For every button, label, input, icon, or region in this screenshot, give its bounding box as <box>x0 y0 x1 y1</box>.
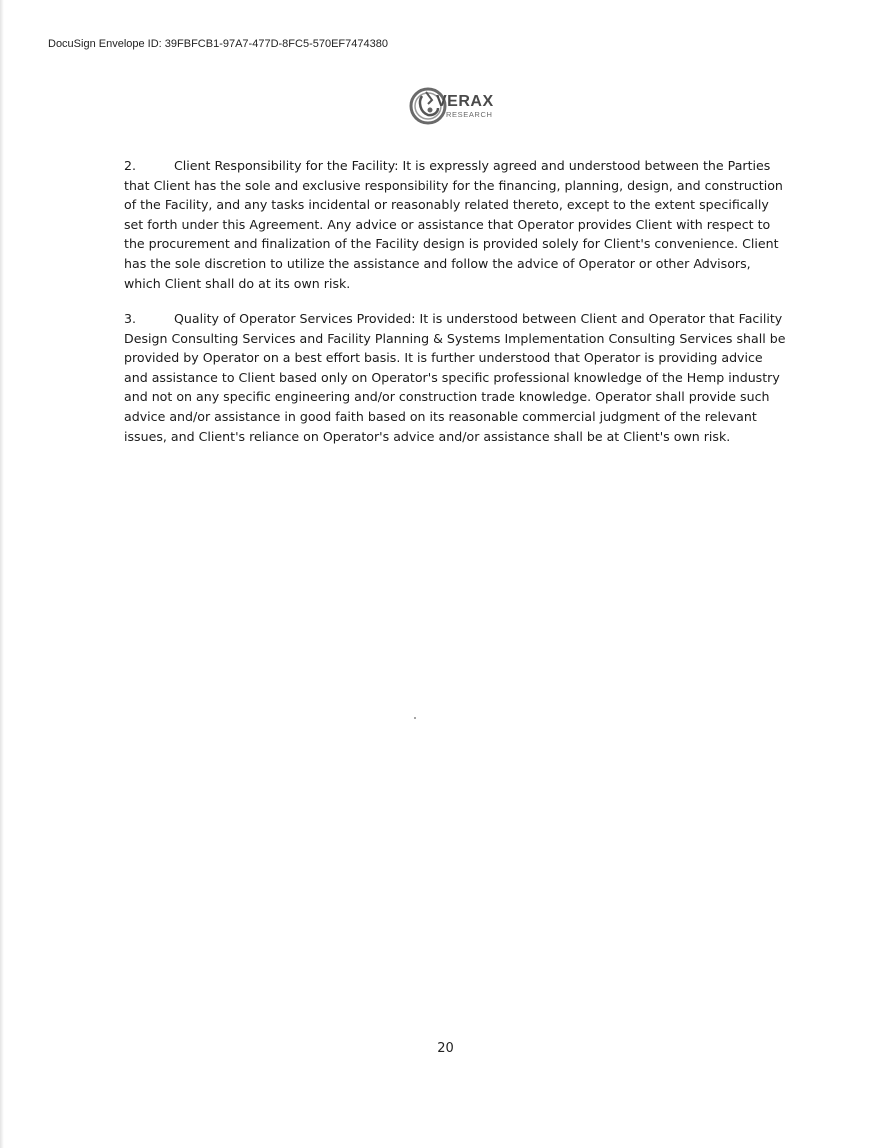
section-2-line-3: of the Facility, and any tasks incidental or reasonably related thereto, except to the extent specifically <box>124 197 769 213</box>
logo-wordmark: VERAX <box>436 93 494 110</box>
section-2-number: 2. <box>124 158 137 173</box>
section-3-line-7: issues, and Client's reliance on Operator's advice and/or assistance shall be at Client's own risk. <box>124 428 731 444</box>
section-2-line-6: has the sole discretion to utilize the assistance and follow the advice of Operator or other Advisors, <box>124 255 751 271</box>
logo-tagline: RESEARCH <box>446 110 493 119</box>
section-3-line-4: and assistance to Client based only on Operator's specific professional knowledge of the Hemp industry <box>124 369 780 385</box>
scan-edge-shadow <box>0 0 4 1148</box>
docusign-envelope-id: DocuSign Envelope ID: 39FBFCB1-97A7-477D-8FC5-570EF7474380 <box>48 38 388 50</box>
section-3-line-6: advice and/or assistance in good faith based on its reasonable commercial judgment of the relevant <box>124 408 757 424</box>
section-3-line-1 <box>124 309 784 329</box>
section-2-line-1 <box>124 156 784 176</box>
section-3-number: 3. <box>124 311 137 326</box>
verax-logo-icon <box>408 82 508 130</box>
section-2-line-7: which Client shall do at its own risk. <box>124 275 351 291</box>
section-2-line-4: set forth under this Agreement. Any advice or assistance that Operator provides Client with respect to <box>124 216 771 232</box>
section-3-line-2: Design Consulting Services and Facility Planning & Systems Implementation Consulting Services shall be <box>124 330 786 346</box>
page-number: 20 <box>437 1041 454 1056</box>
section-3-heading-text: Quality of Operator Services Provided: It is understood between Client and Operator that Facility <box>174 311 783 326</box>
section-3-line-3: provided by Operator on a best effort basis. It is further understood that Operator is providing advice <box>124 350 763 366</box>
verax-research-logo <box>408 82 508 130</box>
section-3 <box>124 309 784 446</box>
section-2-line-2: that Client has the sole and exclusive responsibility for the financing, planning, design, and construction <box>124 177 783 193</box>
section-2 <box>124 156 784 293</box>
section-2-line-5: the procurement and finalization of the Facility design is provided solely for Client's convenience. Client <box>124 236 779 252</box>
section-3-line-5: and not on any specific engineering and/or construction trade knowledge. Operator shall provide such <box>124 389 770 405</box>
section-2-heading-text: Client Responsibility for the Facility: It is expressly agreed and understood between the Parties <box>174 158 771 173</box>
scan-speck <box>414 717 416 719</box>
